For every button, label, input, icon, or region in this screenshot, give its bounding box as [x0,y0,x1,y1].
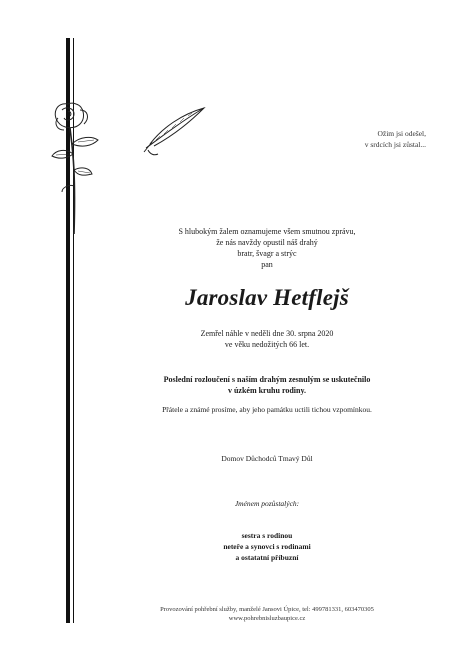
farewell-line: Poslední rozloučení s naším drahým zesnulým se uskutečnilo [163,375,371,384]
mourner-item: sestra s rodinou [241,531,293,540]
remembrance-request: Přátele a známé prosíme, aby jeho památku uctili tichou vzpomínkou. [162,405,372,414]
intro-line: pan [261,260,273,269]
mourner-item: neteře a synovci s rodinami [223,542,311,551]
death-notice-line: ve věku nedožitých 66 let. [224,340,310,349]
quote-line: Ožim jsi odešel, [377,129,426,138]
venue-name: Domov Důchodců Tmavý Důl [221,454,313,463]
footer-website: www.pohrebnisluzbaupice.cz [228,615,306,622]
intro-line: S hlubokým žalem oznamujeme všem smutnou zprávu, [178,227,356,236]
death-notice-line: Zemřel náhle v neděli dne 30. srpna 2020 [200,329,334,338]
epitaph-quote [296,128,426,150]
mourners-list [74,530,460,563]
deceased-name: Jaroslav Hetflejš [185,285,349,310]
rose-icon [48,96,106,236]
feather-icon [140,102,210,158]
farewell-notice [74,374,460,396]
intro-line: bratr, švagr a strýc [237,249,297,258]
mourner-item: a ostatatní příbuzní [235,553,299,562]
on-behalf-label: Jménem pozůstalých: [234,499,300,508]
funeral-service-footer [74,605,460,623]
intro-line: že nás navždy opustil náš drahý [216,238,318,247]
footer-contact: Provozování pohřební služby, manželé Jansovi Úpice, tel: 499781331, 603470305 [160,606,374,613]
announcement-intro [74,226,460,270]
farewell-line: v úzkém kruhu rodiny. [227,386,307,395]
death-notice [74,328,460,350]
quote-line: v srdcích jsi zůstal... [364,140,426,149]
